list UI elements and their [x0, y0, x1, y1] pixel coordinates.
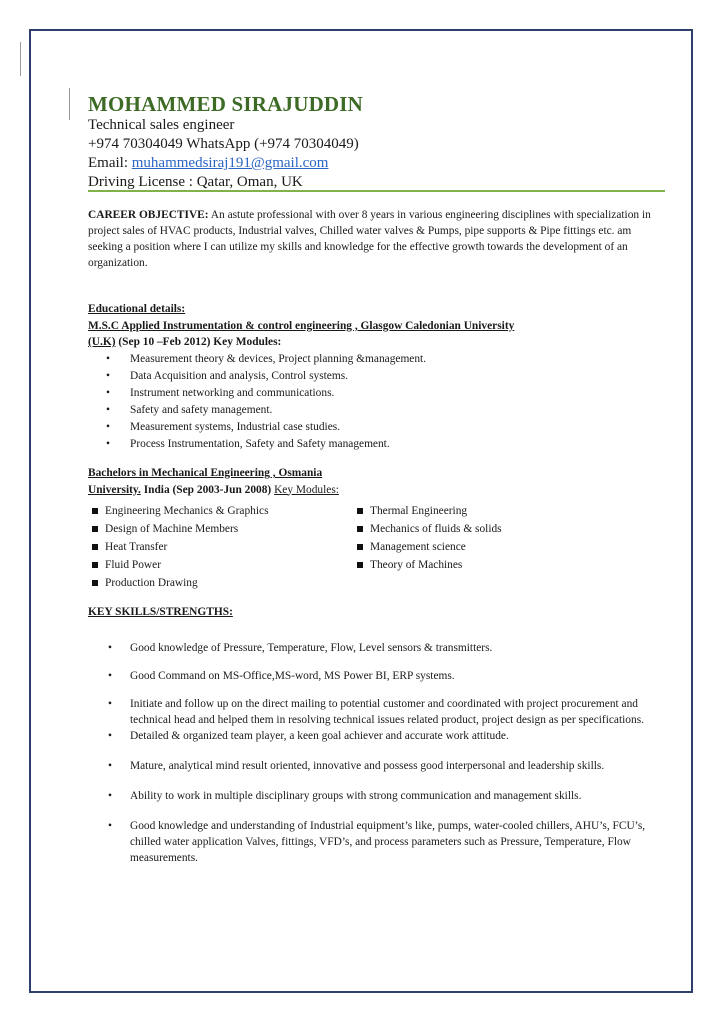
list-item: • Initiate and follow up on the direct mailing to potential customer and coordinated with project procurement and technical head and helped them in resolving technical issues related product, project design as per specifications.	[88, 696, 668, 728]
bachelors-modules	[88, 502, 668, 592]
list-item: Production Drawing	[88, 574, 353, 592]
objective-label: CAREER OBJECTIVE:	[88, 209, 209, 221]
candidate-name: MOHAMMED SIRAJUDDIN	[88, 92, 364, 116]
resume-header	[88, 92, 668, 192]
list-item: Mechanics of fluids & solids	[353, 520, 618, 538]
objective-text: An astute professional with over 8 years in various engineering disciplines with specialization in project sales of HVAC products, Industrial valves, Chilled water valves & Pumps, pipe supports & Pipe fittings etc. am seeking a position where I can utilize my skills and knowledge for the effective growth towards the development of an organization.	[88, 209, 651, 269]
list-item: • Good knowledge and understanding of Industrial equipment’s like, pumps, water-cooled chillers, AHU’s, FCU’s, chilled water application Valves, fittings, VFD’s, and process parameters such as Pressure, Temperature, Flow measurements.	[88, 818, 668, 866]
email-label: Email:	[88, 155, 132, 171]
list-item: • Measurement systems, Industrial case studies.	[130, 419, 668, 436]
list-item: • Instrument networking and communications.	[130, 385, 668, 402]
header-divider	[88, 190, 665, 192]
list-item: Management science	[353, 538, 618, 556]
text-cursor	[20, 42, 21, 76]
list-item: • Mature, analytical mind result oriented, innovative and possess good interpersonal and leadership skills.	[88, 758, 668, 774]
list-item: Heat Transfer	[88, 538, 353, 556]
email-line	[88, 154, 668, 173]
job-title: Technical sales engineer	[88, 117, 235, 133]
msc-modules	[88, 351, 668, 453]
list-item: • Good knowledge of Pressure, Temperature, Flow, Level sensors & transmitters.	[88, 640, 668, 656]
list-item: Engineering Mechanics & Graphics	[88, 502, 353, 520]
bachelors-dates: India (Sep 2003-Jun 2008)	[140, 483, 275, 496]
bachelors-section	[88, 465, 668, 592]
skills-section	[88, 606, 668, 876]
bachelors-university: University.	[88, 483, 141, 496]
skills-heading: KEY SKILLS/STRENGTHS:	[88, 606, 233, 618]
bachelors-title: Bachelors in Mechanical Engineering , Osmania	[88, 467, 323, 479]
msc-subtitle	[88, 334, 668, 351]
header-margin-marker	[69, 88, 70, 120]
msc-country: (U.K)	[88, 336, 116, 348]
list-item: • Measurement theory & devices, Project planning &management.	[130, 351, 668, 368]
email-link[interactable]: muhammedsiraj191@gmail.com	[131, 155, 329, 171]
list-item: • Data Acquisition and analysis, Control systems.	[130, 368, 668, 385]
list-item: Design of Machine Members	[88, 520, 353, 538]
list-item: • Process Instrumentation, Safety and Safety management.	[130, 436, 668, 453]
education-section	[88, 301, 668, 453]
list-item: Fluid Power	[88, 556, 353, 574]
modules-right-column	[353, 502, 618, 592]
career-objective	[88, 207, 663, 271]
list-item: • Ability to work in multiple disciplinary groups with strong communication and management skills.	[88, 788, 668, 804]
list-item: • Safety and safety management.	[130, 402, 668, 419]
phone-line: +974 70304049 WhatsApp (+974 70304049)	[88, 136, 359, 152]
list-item: Theory of Machines	[353, 556, 618, 574]
list-item: Thermal Engineering	[353, 502, 618, 520]
list-item: • Good Command on MS-Office,MS-word, MS Power BI, ERP systems.	[88, 668, 668, 684]
msc-dates: (Sep 10 –Feb 2012) Key Modules:	[115, 336, 282, 348]
msc-title: M.S.C Applied Instrumentation & control engineering , Glasgow Caledonian University	[88, 319, 515, 332]
modules-left-column	[88, 502, 353, 592]
bachelors-key-modules: Key Modules:	[274, 483, 339, 496]
list-item: • Detailed & organized team player, a keen goal achiever and accurate work attitude.	[88, 728, 668, 744]
education-heading: Educational details:	[88, 303, 186, 315]
license-line: Driving License : Qatar, Oman, UK	[88, 174, 303, 190]
bachelors-subtitle	[88, 482, 668, 499]
